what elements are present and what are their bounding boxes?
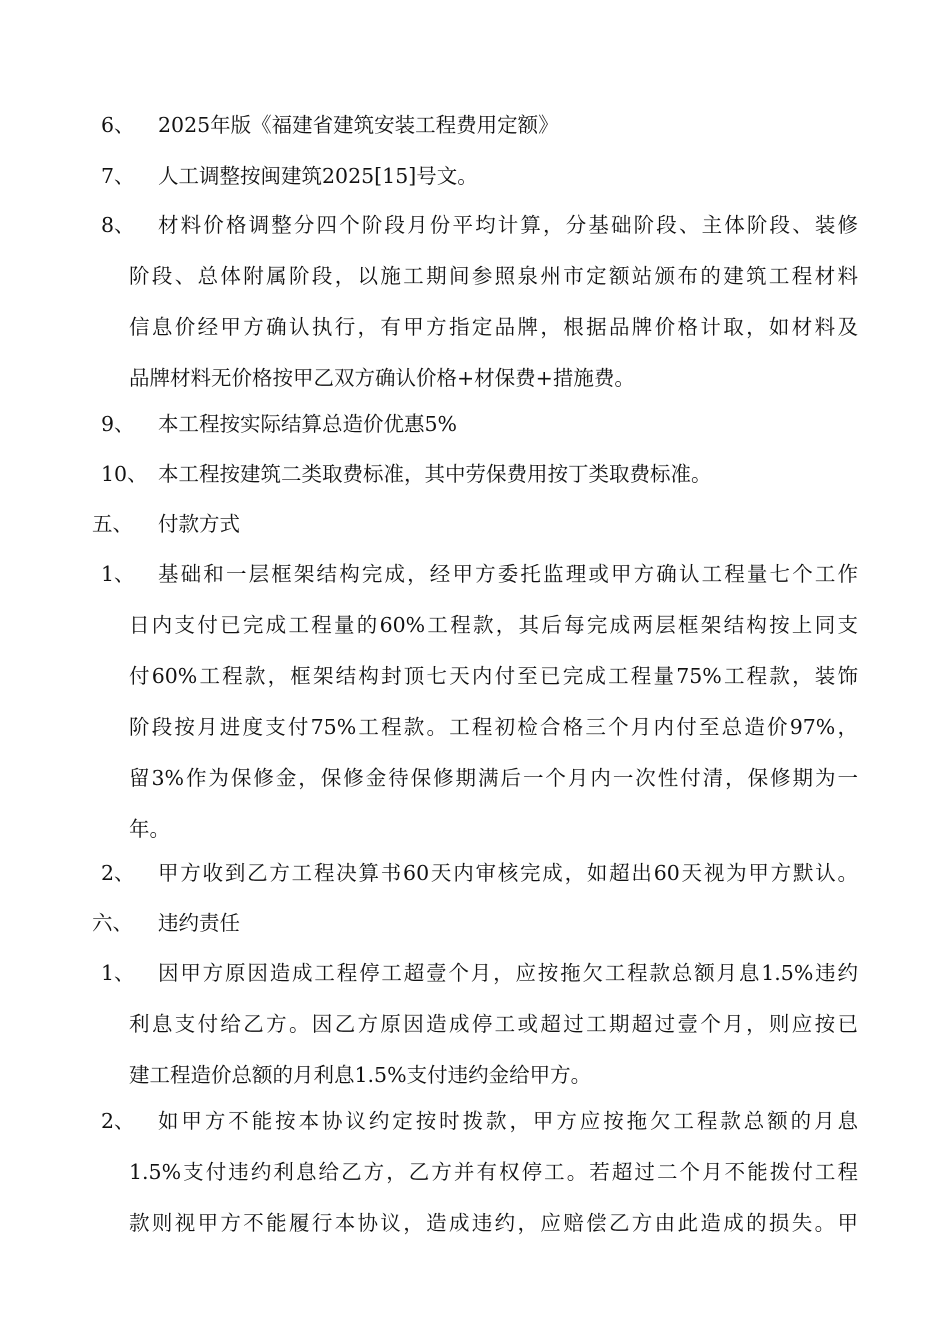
item-text-line: 留3%作为保修金，保修金待保修期满后一个月内一次性付清，保修期为一 (129, 766, 858, 790)
item-text-line: 阶段按月进度支付75%工程款。工程初检合格三个月内付至总造价97%， (129, 715, 858, 739)
item-text-line: 人工调整按闽建筑2025[15]号文。 (158, 164, 478, 188)
item-text-line: 品牌材料无价格按甲乙双方确认价格+材保费+措施费。 (129, 366, 635, 390)
item-text-line: 2025年版《福建省建筑安装工程费用定额》 (158, 113, 559, 137)
item-number: 7、 (101, 164, 135, 188)
item-text-line: 如甲方不能按本协议约定按时拨款，甲方应按拖欠工程款总额的月息 (158, 1109, 858, 1133)
item-number: 1、 (101, 562, 135, 586)
section-number: 五、 (92, 512, 133, 536)
item-text-line: 基础和一层框架结构完成，经甲方委托监理或甲方确认工程量七个工作 (158, 562, 858, 586)
item-text-line: 本工程按实际结算总造价优惠5% (158, 412, 458, 436)
item-text-line: 甲方收到乙方工程决算书60天内审核完成，如超出60天视为甲方默认。 (158, 861, 858, 885)
item-text-line: 日内支付已完成工程量的60%工程款，其后每完成两层框架结构按上同支 (129, 613, 858, 637)
item-text-line: 付60%工程款，框架结构封顶七天内付至已完成工程量75%工程款，装饰 (129, 664, 858, 688)
item-text-line: 1.5%支付违约利息给乙方，乙方并有权停工。若超过二个月不能拨付工程 (129, 1160, 858, 1184)
item-text-line: 材料价格调整分四个阶段月份平均计算，分基础阶段、主体阶段、装修 (158, 213, 858, 237)
item-number: 2、 (101, 861, 135, 885)
item-number: 8、 (101, 213, 135, 237)
item-text-line: 因甲方原因造成工程停工超壹个月，应按拖欠工程款总额月息1.5%违约 (158, 961, 858, 985)
item-text-line: 利息支付给乙方。因乙方原因造成停工或超过工期超过壹个月，则应按已 (129, 1012, 858, 1036)
item-text-line: 本工程按建筑二类取费标准，其中劳保费用按丁类取费标准。 (158, 462, 712, 486)
item-text-line: 建工程造价总额的月利息1.5%支付违约金给甲方。 (129, 1063, 592, 1087)
section-title: 付款方式 (158, 512, 240, 536)
item-text-line: 信息价经甲方确认执行，有甲方指定品牌，根据品牌价格计取，如材料及 (129, 315, 858, 339)
item-number: 9、 (101, 412, 135, 436)
item-number: 2、 (101, 1109, 135, 1133)
item-number: 10、 (101, 462, 148, 486)
section-title: 违约责任 (158, 911, 240, 935)
item-number: 1、 (101, 961, 135, 985)
section-number: 六、 (92, 911, 133, 935)
item-text-line: 年。 (129, 817, 170, 841)
item-text-line: 阶段、总体附属阶段，以施工期间参照泉州市定额站颁布的建筑工程材料 (129, 264, 858, 288)
item-number: 6、 (101, 113, 135, 137)
item-text-line: 款则视甲方不能履行本协议，造成违约，应赔偿乙方由此造成的损失。甲 (129, 1211, 858, 1235)
